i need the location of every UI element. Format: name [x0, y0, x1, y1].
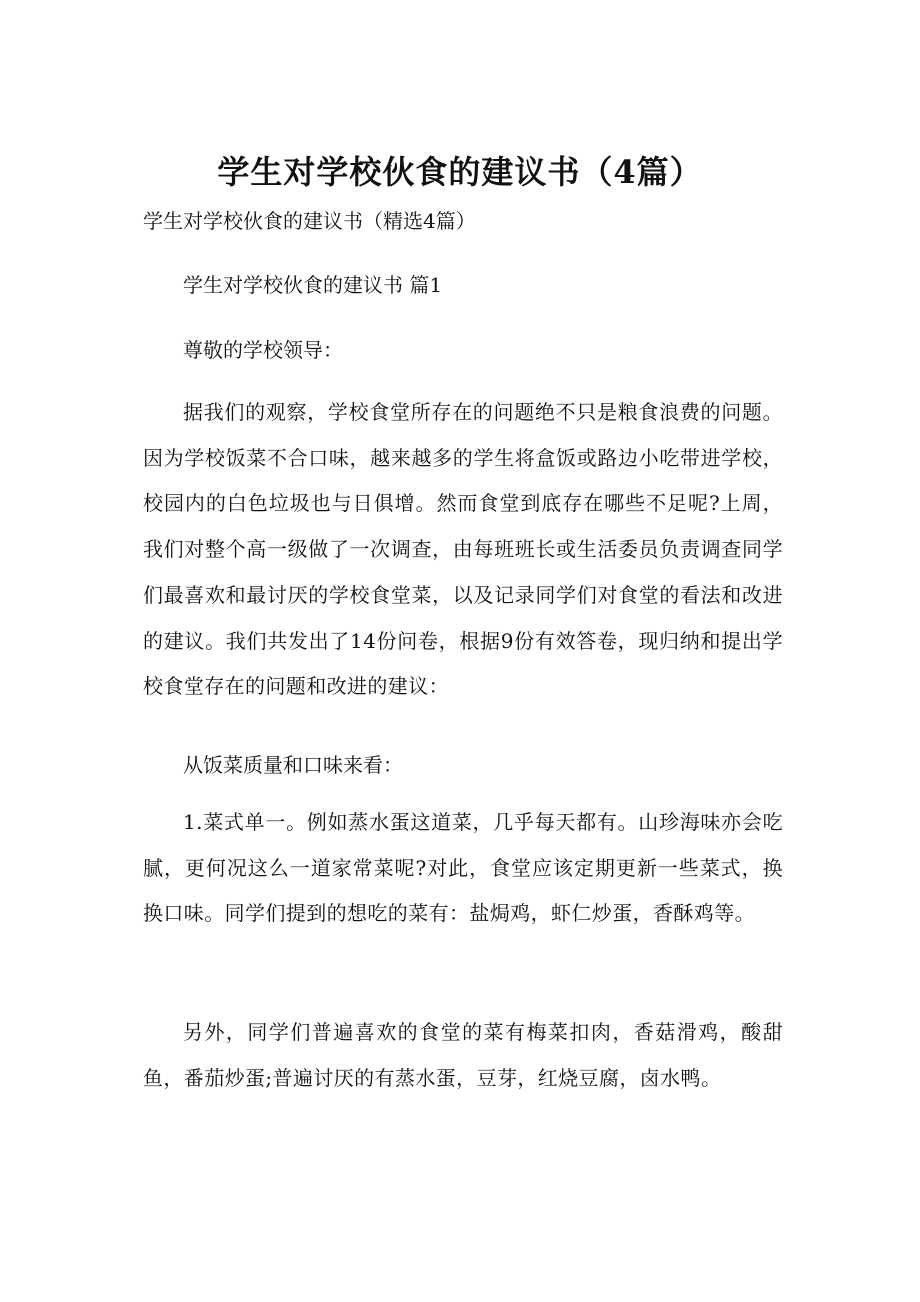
body-paragraph: 据我们的观察，学校食堂所存在的问题绝不只是粮食浪费的问题。因为学校饭菜不合口味，越来越多的学生将盒饭或路边小吃带进学校，校园内的白色垃圾也与日俱增。然而食堂到底存在哪些不足呢?上周，我们对整个高一级做了一次调查，由每班班长或生活委员负责调查同学们最喜欢和最讨厌的学校食堂菜，以及记录同学们对食堂的看法和改进的建议。我们共发出了14份问卷，根据9份有效答卷，现归纳和提出学校食堂存在的问题和改进的建议： — [143, 400, 783, 699]
body-paragraph: 1.菜式单一。例如蒸水蛋这道菜，几乎每天都有。山珍海味亦会吃腻，更何况这么一道家常菜呢?对此，食堂应该定期更新一些菜式，换换口味。同学们提到的想吃的菜有：盐焗鸡，虾仁炒蛋，香酥鸡等。 — [143, 810, 783, 926]
salutation: 尊敬的学校领导： — [183, 338, 343, 362]
section-heading: 学生对学校伙食的建议书 篇1 — [183, 273, 443, 297]
document-title: 学生对学校伙食的建议书（4篇） — [217, 153, 703, 191]
document-subtitle: 学生对学校伙食的建议书（精选4篇） — [143, 209, 476, 233]
lead-in: 从饭菜质量和口味来看： — [183, 753, 403, 777]
body-paragraph: 另外，同学们普遍喜欢的食堂的菜有梅菜扣肉，香菇滑鸡，酸甜鱼，番茄炒蛋;普遍讨厌的有蒸水蛋，豆芽，红烧豆腐，卤水鸭。 — [143, 1020, 783, 1090]
